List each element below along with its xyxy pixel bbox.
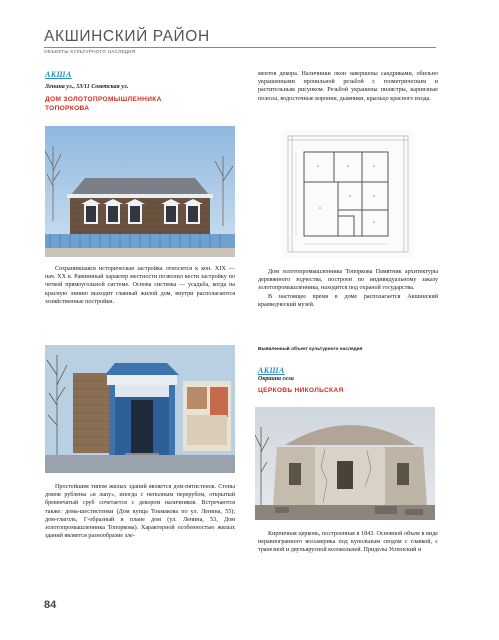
section-title: АКШИНСКИЙ РАЙОН xyxy=(44,28,210,45)
floor-plan-drawing xyxy=(282,130,414,258)
body-text xyxy=(258,268,438,309)
body-text xyxy=(45,265,235,306)
wooden-house-photo xyxy=(45,126,235,257)
place-name: АКША xyxy=(45,70,72,79)
paragraph: Кирпичная церковь, построенная в 1843. Основной объем в виде неравногранного восьмерика под купольным сводом с главкой, с трапезной и двухъярусной колокольней. Приделы Успенский и xyxy=(258,531,438,554)
place-name: АКША xyxy=(258,366,285,375)
body-text xyxy=(258,70,438,103)
object-title xyxy=(45,95,235,113)
paragraph: Дом золотопромышленника Топоркова Памятник архитектуры деревянного зодчества, построен по индивидуальному заказу золотопромышленника, находится под охраной государства. xyxy=(258,269,438,292)
address: Окраина села xyxy=(258,376,294,382)
museum-porch-photo xyxy=(45,345,235,473)
heritage-note: Выявленный объект культурного наследия xyxy=(258,347,363,352)
body-text xyxy=(45,483,235,540)
object-title-line: ДОМ ЗОЛОТОПРОМЫШЛЕННИКА xyxy=(45,96,162,103)
header-divider xyxy=(44,47,436,48)
object-title-line: ТОПОРКОВА xyxy=(45,105,90,112)
page-number: 84 xyxy=(44,599,57,611)
paragraph: ментов декора. Наличники окон завершены сандриками, обильно украшенными пропильной резьбой с геометрическим и растительным рисунком. Резьбой украшены пилястры, карнизные полосы, водосточные воронки, дымники, крыльцо красного входа. xyxy=(258,71,438,102)
address: Ленина ул., 53/11 Советская ул. xyxy=(45,84,129,90)
body-text xyxy=(258,530,438,555)
object-title: ЦЕРКОВЬ НИКОЛЬСКАЯ xyxy=(258,387,344,394)
paragraph: В настоящее время в доме располагается Акшинский краеведческий музей. xyxy=(258,293,438,308)
paragraph: Простейшим типом жилых зданий является дом-пятистенок. Стены домов рублены «в лапу», иногда с неполным перерубом, открытый бревенчатый сруб сочетается с декором наличников. Встречаются также: дома-шестистенки (Дом купца Токмакова по ул. Ленина, 55); дом-глаголь, Г-образный в плане дом (ул. Ленина, 53, Дом золотопромышленника Топоркова). Характерной особенностью жилых зданий является разнообразие эле- xyxy=(45,484,235,540)
section-subtitle: ОБЪЕКТЫ КУЛЬТУРНОГО НАСЛЕДИЯ xyxy=(44,49,136,54)
church-ruin-photo xyxy=(255,407,435,520)
paragraph: Сохранившаяся историческая застройка относится к кон. XIX — нач. XX в. Равнинный характер местности позволил вести застройку по четкой прямоугольной системе. Основа системы — усадьба, когда на красную линию выходит главный жилой дом, внутри располагаются хозяйственные постройки. xyxy=(45,266,235,305)
